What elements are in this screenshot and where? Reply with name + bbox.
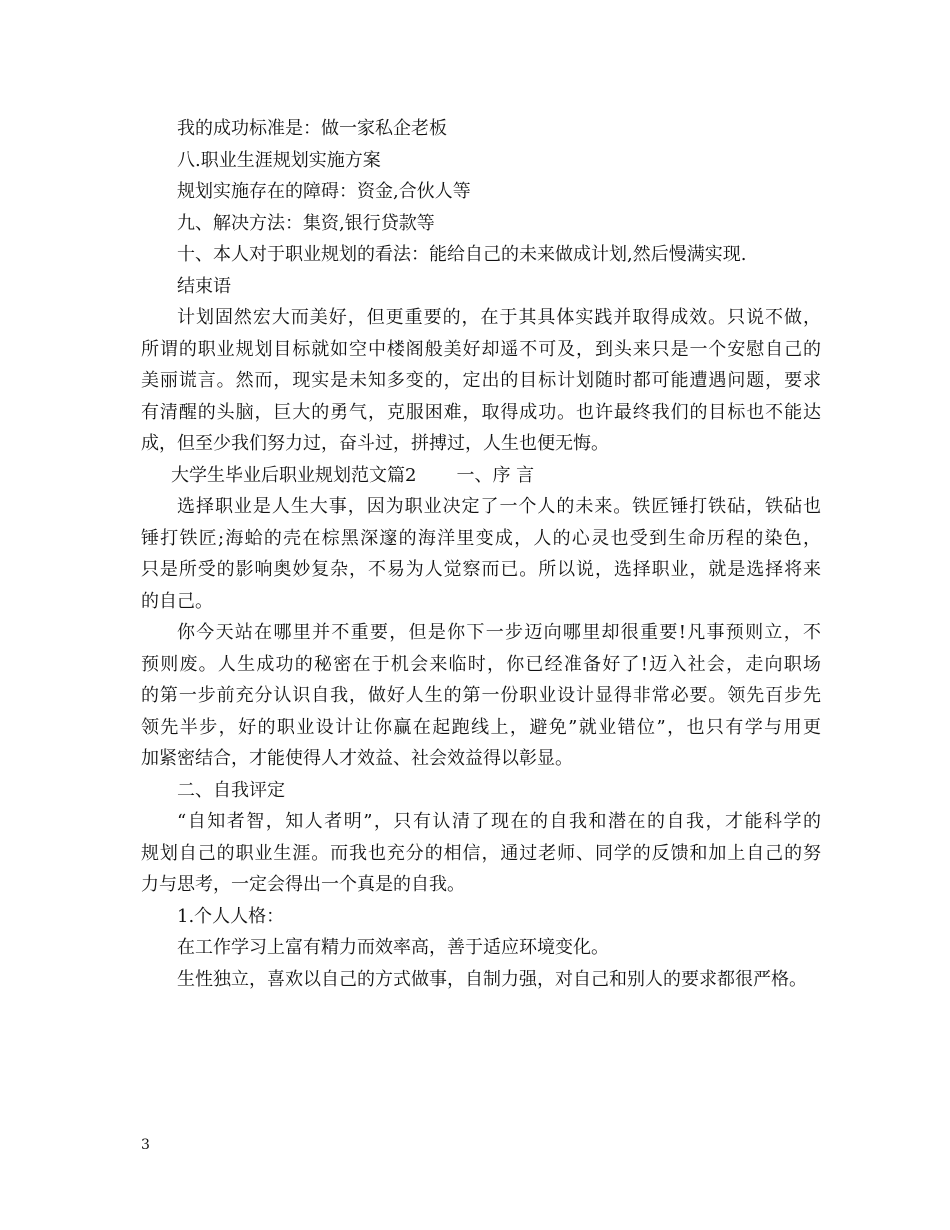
paragraph-line: 计划固然宏大而美好，但更重要的，在于其具体实践并取得成效。只说不做， (177, 307, 821, 328)
paragraph-line: 有清醒的头脑，巨大的勇气，克服困难，取得成功。也许最终我们的目标也不能达 (141, 401, 821, 423)
paragraph-line: 选择职业是人生大事，因为职业决定了一个人的未来。铁匠锤打铁砧，铁砧也 (177, 496, 821, 517)
page-number: 3 (141, 1137, 150, 1153)
paragraph-line: 所谓的职业规划目标就如空中楼阁般美好却遥不可及，到头来只是一个安慰自己的 (141, 338, 821, 360)
article-title-line (141, 460, 821, 492)
paragraph-line: 预则废。人生成功的秘密在于机会来临时，你已经准备好了!迈入社会，走向职场 (141, 653, 821, 675)
section-heading: 十、本人对于职业规划的看法：能给自己的未来做成计划,然后慢满实现. (177, 244, 747, 265)
paragraph-line: 成，但至少我们努力过，奋斗过，拼搏过，人生也便无悔。 (141, 433, 609, 454)
paragraph-line: 的自己。 (141, 590, 213, 612)
paragraph-line: 加紧密结合，才能使得人才效益、社会效益得以彰显。 (141, 748, 573, 769)
paragraph-line: 规划自己的职业生涯。而我也充分的相信，通过老师、同学的反馈和加上自己的努 (141, 842, 821, 864)
paragraph-line: 只是所受的影响奥妙复杂，不易为人觉察而已。所以说，选择职业，就是选择将来 (141, 559, 821, 580)
article-title: 大学生毕业后职业规划范文篇2 (171, 464, 417, 486)
text-line: 生性独立，喜欢以自己的方式做事，自制力强，对自己和别人的要求都很严格。 (177, 968, 807, 990)
section-heading: 一、序 言 (456, 464, 535, 486)
text-line: 在工作学习上富有精力而效率高，善于适应环境变化。 (177, 937, 609, 958)
text-line: 我的成功标准是：做一家私企老板 (177, 118, 447, 139)
paragraph-line: 美丽谎言。然而，现实是未知多变的，定出的目标计划随时都可能遭遇问题，要求 (141, 370, 821, 391)
section-heading: 九、解决方法：集资,银行贷款等 (177, 212, 435, 234)
paragraph-line: 你今天站在哪里并不重要，但是你下一步迈向哪里却很重要!凡事预则立，不 (177, 622, 821, 643)
paragraph-line: 力与思考，一定会得出一个真是的自我。 (141, 874, 465, 895)
paragraph-line: 锤打铁匠;海蛤的壳在棕黑深邃的海洋里变成，人的心灵也受到生命历程的染色， (141, 527, 821, 549)
section-heading: 结束语 (177, 275, 231, 297)
document-body (141, 113, 821, 995)
paragraph-line: “自知者智，知人者明”，只有认清了现在的自我和潜在的自我，才能科学的 (177, 811, 821, 832)
paragraph-line: 的第一步前充分认识自我，做好人生的第一份职业设计显得非常必要。领先百步先 (141, 685, 821, 706)
section-heading: 八.职业生涯规划实施方案 (177, 149, 381, 171)
section-heading: 二、自我评定 (177, 779, 285, 801)
text-line: 规划实施存在的障碍：资金,合伙人等 (177, 181, 471, 202)
paragraph-line: 领先半步，好的职业设计让你赢在起跑线上，避免”就业错位”，也只有学与用更 (141, 716, 821, 738)
subsection-heading: 1.个人人格： (177, 905, 285, 927)
